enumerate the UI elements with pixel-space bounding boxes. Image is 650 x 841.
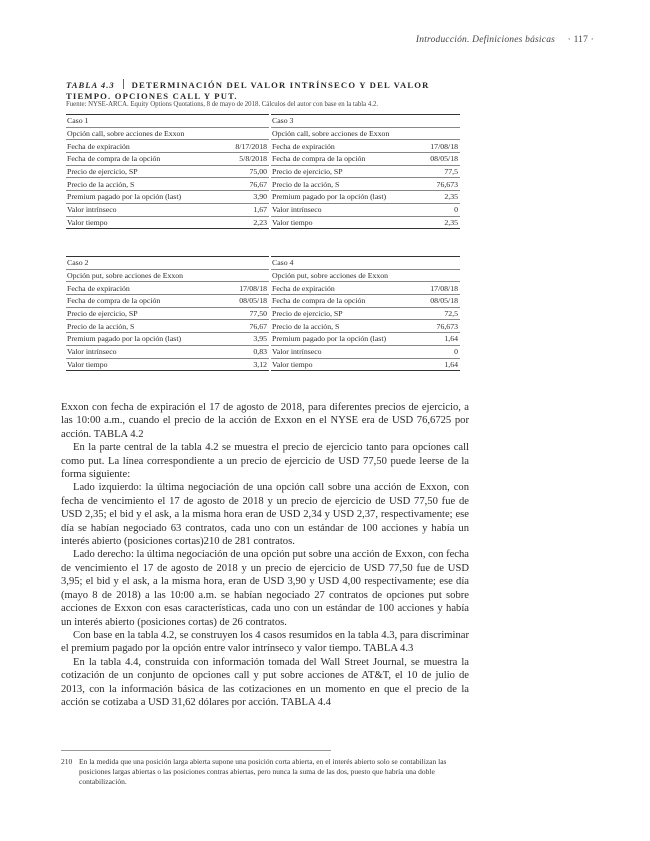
table-value-cell: 0,83 xyxy=(230,345,269,358)
table-label-cell: Opción put, sobre acciones de Exxon xyxy=(66,269,230,282)
table-label-cell: Precio de ejercicio, SP xyxy=(271,307,423,320)
table-value-cell: 17/08/18 xyxy=(423,140,460,153)
table-label-cell: Precio de ejercicio, SP xyxy=(66,165,230,178)
table-row xyxy=(66,203,460,216)
table-value-cell: 08/05/18 xyxy=(423,295,460,308)
table-value-cell: 1,64 xyxy=(423,333,460,346)
table-value-cell: 76,673 xyxy=(423,320,460,333)
table-label-cell: Valor tiempo xyxy=(271,216,423,229)
table-source: Fuente: NYSE-ARCA. Equity Options Quotations, 8 de mayo de 2018. Cálculos del autor con base en la tabla 4.2. xyxy=(66,101,379,108)
table-caption xyxy=(66,79,460,101)
table-value-cell: 5/8/2018 xyxy=(230,153,269,166)
table-label-cell: Caso 2 xyxy=(66,257,230,270)
table-value-cell: 08/05/18 xyxy=(230,295,269,308)
table-value-cell: 2,23 xyxy=(230,216,269,229)
table-label-cell: Premium pagado por la opción (last) xyxy=(66,333,230,346)
table-row xyxy=(66,127,460,140)
table-label-cell: Valor tiempo xyxy=(66,216,230,229)
table-label-cell: Fecha de expiración xyxy=(66,140,230,153)
caption-divider xyxy=(123,79,124,89)
table-label-cell: Precio de ejercicio, SP xyxy=(271,165,423,178)
table-row xyxy=(66,191,460,204)
paragraph-5: Con base en la tabla 4.2, se construyen los 4 casos resumidos en la tabla 4.3, para discriminar el premium pagado por la opción entre valor intrínseco y valor tiempo. TABLA 4.3 xyxy=(61,629,469,655)
table-row xyxy=(66,282,460,295)
table-value-cell: 8/17/2018 xyxy=(230,140,269,153)
table-label: TABLA 4.3 xyxy=(66,80,115,90)
table-label-cell: Precio de la acción, S xyxy=(271,320,423,333)
table-label-cell: Fecha de compra de la opción xyxy=(66,153,230,166)
table-row xyxy=(66,358,460,371)
table-label-cell: Fecha de compra de la opción xyxy=(271,153,423,166)
table-value-cell: 2,35 xyxy=(423,216,460,229)
footnote-number: 210 xyxy=(61,757,73,766)
table-value-cell xyxy=(230,127,269,140)
table-row xyxy=(66,269,460,282)
table-label-cell: Caso 4 xyxy=(271,257,423,270)
table-row xyxy=(66,257,460,270)
table-value-cell: 08/05/18 xyxy=(423,153,460,166)
table-value-cell: 77,50 xyxy=(230,307,269,320)
table-value-cell: 1,64 xyxy=(423,358,460,371)
table-row xyxy=(66,165,460,178)
table-row xyxy=(66,345,460,358)
table-row xyxy=(66,115,460,128)
table-row xyxy=(66,333,460,346)
table-value-cell: 17/08/18 xyxy=(230,282,269,295)
table-label-cell: Fecha de expiración xyxy=(271,282,423,295)
paragraph-3: Lado izquierdo: la última negociación de una opción call sobre una acción de Exxon, con fecha de vencimiento el 17 de agosto de 2018 y un precio de ejercicio de USD 77,50 fue de USD 2,35; el bid y el ask, a la misma hora eran de USD 2,34 y USD 2,37, respectivamente; ese día se habían negociado 63 contratos, cada uno con un estándar de 100 acciones y había un interés abierto (posiciones cortas)210 de 281 contratos. xyxy=(61,482,469,548)
table-value-cell xyxy=(423,127,460,140)
page-number: · 117 · xyxy=(567,35,594,45)
table-label-cell: Precio de la acción, S xyxy=(66,320,230,333)
table-label-cell: Caso 3 xyxy=(271,115,423,128)
table-value-cell: 1,67 xyxy=(230,203,269,216)
table-label-cell: Opción put, sobre acciones de Exxon xyxy=(271,269,423,282)
table-label-cell: Valor intrínseco xyxy=(66,203,230,216)
table-value-cell xyxy=(230,115,269,128)
table-label-cell: Opción call, sobre acciones de Exxon xyxy=(66,127,230,140)
cases-table-calls xyxy=(66,114,460,229)
paragraph-4: Lado derecho: la última negociación de una opción put sobre una acción de Exxon, con fecha de vencimiento el 17 de agosto de 2018 y un precio de ejercicio de USD 77,50 fue de USD 3,95; el bid y el ask, a la misma hora, eran de USD 3,90 y USD 4,00 respectivamente; ese día (mayo 8 de 2018) a las 10:00 a.m. se habían negociado 27 contratos de opciones put sobre acciones de Exxon con esas características, cada uno con un estándar de 100 acciones y había un interés abierto (posiciones cortas) de 26 contratos. xyxy=(61,549,469,628)
table-value-cell xyxy=(423,257,460,270)
table-label-cell: Premium pagado por la opción (last) xyxy=(271,191,423,204)
table-label-cell: Valor tiempo xyxy=(271,358,423,371)
table-label-cell: Caso 1 xyxy=(66,115,230,128)
footnote-text: En la medida que una posición larga abierta supone una posición corta abierta, en el interés abierto solo se contabilizan las posiciones largas abiertas o las posiciones contras abiertas, pero nunca la suma de las dos, puesto que habría una doble contabilización. xyxy=(79,757,447,787)
table-row xyxy=(66,140,460,153)
table-label-cell: Fecha de compra de la opción xyxy=(271,295,423,308)
paragraph-2: En la parte central de la tabla 4.2 se muestra el precio de ejercicio tanto para opciones call como put. La línea correspondiente a un precio de ejercicio de USD 77,50 puede leerse de la forma siguiente: xyxy=(61,442,469,481)
footnote xyxy=(61,757,465,788)
table-label-cell: Fecha de compra de la opción xyxy=(66,295,230,308)
table-value-cell: 76,673 xyxy=(423,178,460,191)
table-row xyxy=(66,153,460,166)
cases-table-puts xyxy=(66,256,460,371)
table-value-cell: 77,5 xyxy=(423,165,460,178)
table-value-cell xyxy=(423,115,460,128)
table-row xyxy=(66,178,460,191)
paragraph-6: En la tabla 4.4, construida con información tomada del Wall Street Journal, se muestra la cotización de un conjunto de opciones call y put sobre acciones de AT&T, el 10 de julio de 2013, con la información básica de las cotizaciones en un momento en que el precio de la acción se cotizaba a USD 31,62 dólares por acción. TABLA 4.4 xyxy=(61,656,469,708)
table-label-cell: Valor intrínseco xyxy=(271,345,423,358)
table-value-cell: 76,67 xyxy=(230,178,269,191)
table-label-cell: Premium pagado por la opción (last) xyxy=(66,191,230,204)
table-row xyxy=(66,307,460,320)
table-value-cell: 72,5 xyxy=(423,307,460,320)
table-value-cell: 75,00 xyxy=(230,165,269,178)
table-label-cell: Opción call, sobre acciones de Exxon xyxy=(271,127,423,140)
body-text xyxy=(61,401,469,709)
footnote-rule xyxy=(61,750,331,751)
table-row xyxy=(66,320,460,333)
table-value-cell: 3,90 xyxy=(230,191,269,204)
table-value-cell: 3,95 xyxy=(230,333,269,346)
table-value-cell xyxy=(423,269,460,282)
section-title: Introducción. Definiciones básicas xyxy=(415,35,556,45)
table-value-cell: 0 xyxy=(423,203,460,216)
running-head xyxy=(416,35,594,45)
table-label-cell: Valor intrínseco xyxy=(66,345,230,358)
table-title: DETERMINACIÓN DEL VALOR INTRÍNSECO Y DEL VALOR TIEMPO. OPCIONES CALL Y PUT. xyxy=(66,80,430,101)
table-label-cell: Fecha de expiración xyxy=(66,282,230,295)
table-value-cell xyxy=(230,269,269,282)
table-label-cell: Precio de la acción, S xyxy=(271,178,423,191)
table-row xyxy=(66,295,460,308)
table-label-cell: Premium pagado por la opción (last) xyxy=(271,333,423,346)
table-label-cell: Precio de la acción, S xyxy=(66,178,230,191)
table-value-cell: 3,12 xyxy=(230,358,269,371)
paragraph-1: Exxon con fecha de expiración el 17 de agosto de 2018, para diferentes precios de ejercicio, a las 10:00 a.m., cuando el precio de la acción de Exxon en el NYSE era de USD 76,6725 por acción. TABLA 4.2 xyxy=(61,402,469,440)
table-value-cell: 76,67 xyxy=(230,320,269,333)
table-row xyxy=(66,216,460,229)
table-value-cell: 0 xyxy=(423,345,460,358)
table-label-cell: Valor tiempo xyxy=(66,358,230,371)
table-label-cell: Precio de ejercicio, SP xyxy=(66,307,230,320)
table-value-cell xyxy=(230,257,269,270)
table-value-cell: 2,35 xyxy=(423,191,460,204)
table-label-cell: Valor intrínseco xyxy=(271,203,423,216)
table-value-cell: 17/08/18 xyxy=(423,282,460,295)
table-label-cell: Fecha de expiración xyxy=(271,140,423,153)
